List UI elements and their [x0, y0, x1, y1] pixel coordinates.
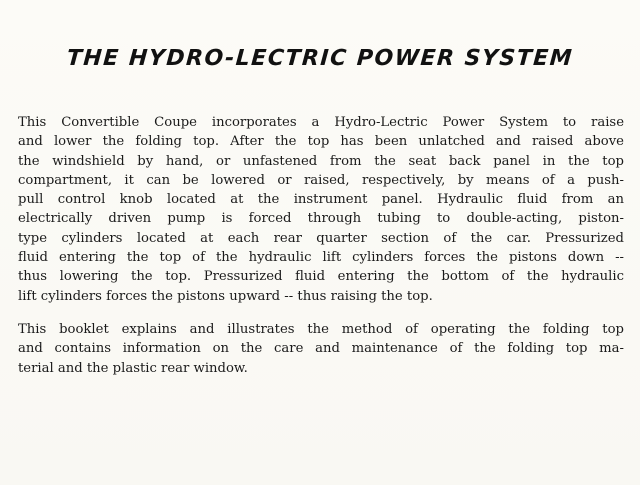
- intro-paragraph: [18, 113, 624, 306]
- text-line: pull control knob located at the instrument panel. Hydraulic fluid from an: [18, 192, 624, 208]
- text-line: type cylinders located at each rear quarter section of the car. Pressurized: [18, 230, 624, 246]
- text-line: electrically driven pump is forced through tubing to double-acting, piston-: [18, 211, 624, 227]
- text-line: the windshield by hand, or unfastened from the seat back panel in the top: [18, 153, 624, 169]
- text-line: This booklet explains and illustrates the method of operating the folding top: [18, 322, 624, 337]
- text-line: This Convertible Coupe incorporates a Hydro-Lectric Power System to raise: [18, 115, 624, 130]
- text-line: lift cylinders forces the pistons upward -- thus raising the top.: [18, 288, 433, 304]
- booklet-paragraph: [18, 320, 624, 378]
- text-line: terial and the plastic rear window.: [18, 360, 248, 376]
- text-line: fluid entering the top of the hydraulic lift cylinders forces the pistons down --: [18, 250, 624, 266]
- page-title: THE HYDRO-LECTRIC POWER SYSTEM: [65, 46, 575, 71]
- text-line: and lower the folding top. After the top has been unlatched and raised above: [18, 134, 624, 150]
- text-line: and contains information on the care and maintenance of the folding top ma-: [18, 341, 624, 357]
- text-line: compartment, it can be lowered or raised, respectively, by means of a push-: [18, 172, 624, 188]
- text-line: thus lowering the top. Pressurized fluid entering the bottom of the hydraulic: [18, 269, 624, 285]
